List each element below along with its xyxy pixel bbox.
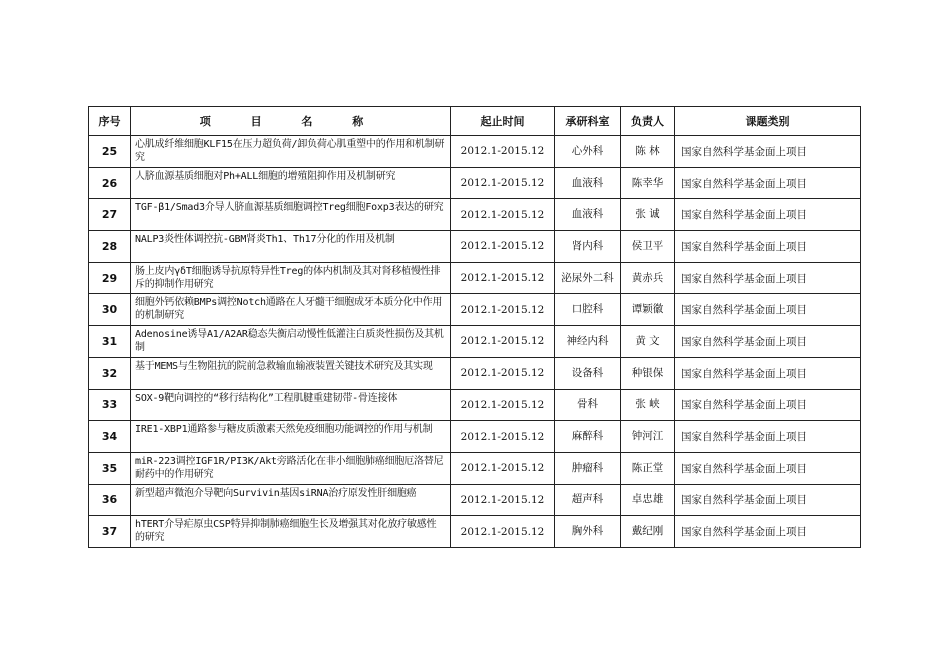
table-row	[89, 262, 861, 294]
principal-investigator: 张 峡	[621, 389, 675, 421]
table-row	[89, 136, 861, 168]
table-row	[89, 516, 861, 548]
project-period: 2012.1-2015.12	[451, 484, 555, 516]
project-title: 新型超声微泡介导靶向Survivin基因siRNA治疗原发性肝细胞癌	[131, 484, 451, 516]
header-title: 项 目 名 称	[131, 107, 451, 136]
project-category: 国家自然科学基金面上项目	[675, 516, 861, 548]
row-number: 31	[89, 326, 131, 358]
principal-investigator: 张 诚	[621, 199, 675, 231]
row-number: 30	[89, 294, 131, 326]
department: 泌尿外二科	[555, 262, 621, 294]
principal-investigator: 种银保	[621, 357, 675, 389]
table-row	[89, 421, 861, 453]
project-category: 国家自然科学基金面上项目	[675, 294, 861, 326]
project-title: 基于MEMS与生物阻抗的院前急救输血输液装置关键技术研究及其实现	[131, 357, 451, 389]
project-category: 国家自然科学基金面上项目	[675, 167, 861, 199]
project-title: IRE1-XBP1通路参与糖皮质激素天然免疫细胞功能调控的作用与机制	[131, 421, 451, 453]
table-header-row	[89, 107, 861, 136]
project-category: 国家自然科学基金面上项目	[675, 326, 861, 358]
row-number: 29	[89, 262, 131, 294]
table-row	[89, 231, 861, 263]
department: 骨科	[555, 389, 621, 421]
table-row	[89, 326, 861, 358]
project-period: 2012.1-2015.12	[451, 167, 555, 199]
principal-investigator: 钟河江	[621, 421, 675, 453]
principal-investigator: 卓忠雄	[621, 484, 675, 516]
project-period: 2012.1-2015.12	[451, 389, 555, 421]
project-period: 2012.1-2015.12	[451, 326, 555, 358]
row-number: 25	[89, 136, 131, 168]
row-number: 35	[89, 452, 131, 484]
department: 设备科	[555, 357, 621, 389]
project-period: 2012.1-2015.12	[451, 231, 555, 263]
row-number: 28	[89, 231, 131, 263]
department: 超声科	[555, 484, 621, 516]
principal-investigator: 陈正堂	[621, 452, 675, 484]
project-period: 2012.1-2015.12	[451, 294, 555, 326]
table-row	[89, 389, 861, 421]
department: 口腔科	[555, 294, 621, 326]
principal-investigator: 戴纪刚	[621, 516, 675, 548]
project-category: 国家自然科学基金面上项目	[675, 357, 861, 389]
row-number: 26	[89, 167, 131, 199]
row-number: 37	[89, 516, 131, 548]
table-row	[89, 167, 861, 199]
header-dept: 承研科室	[555, 107, 621, 136]
row-number: 32	[89, 357, 131, 389]
project-period: 2012.1-2015.12	[451, 262, 555, 294]
project-title: 心肌成纤维细胞KLF15在压力超负荷/卸负荷心肌重塑中的作用和机制研究	[131, 136, 451, 168]
department: 胸外科	[555, 516, 621, 548]
project-period: 2012.1-2015.12	[451, 516, 555, 548]
project-title: Adenosine诱导A1/A2AR稳态失衡启动慢性低灌注白质炎性损伤及其机制	[131, 326, 451, 358]
department: 肿瘤科	[555, 452, 621, 484]
project-title: 人脐血源基质细胞对Ph+ALL细胞的增殖阻抑作用及机制研究	[131, 167, 451, 199]
header-period: 起止时间	[451, 107, 555, 136]
row-number: 27	[89, 199, 131, 231]
row-number: 33	[89, 389, 131, 421]
principal-investigator: 黄赤兵	[621, 262, 675, 294]
department: 肾内科	[555, 231, 621, 263]
table-row	[89, 199, 861, 231]
header-type: 课题类别	[675, 107, 861, 136]
project-category: 国家自然科学基金面上项目	[675, 484, 861, 516]
project-category: 国家自然科学基金面上项目	[675, 231, 861, 263]
project-title: 细胞外钙依赖BMPs调控Notch通路在人牙髓干细胞成牙本质分化中作用的机制研究	[131, 294, 451, 326]
project-category: 国家自然科学基金面上项目	[675, 262, 861, 294]
project-title: TGF-β1/Smad3介导人脐血源基质细胞调控Treg细胞Foxp3表达的研究	[131, 199, 451, 231]
project-period: 2012.1-2015.12	[451, 199, 555, 231]
principal-investigator: 侯卫平	[621, 231, 675, 263]
department: 神经内科	[555, 326, 621, 358]
principal-investigator: 黄 文	[621, 326, 675, 358]
project-category: 国家自然科学基金面上项目	[675, 452, 861, 484]
project-title: NALP3炎性体调控抗-GBM肾炎Th1、Th17分化的作用及机制	[131, 231, 451, 263]
project-category: 国家自然科学基金面上项目	[675, 136, 861, 168]
project-period: 2012.1-2015.12	[451, 421, 555, 453]
project-category: 国家自然科学基金面上项目	[675, 389, 861, 421]
department: 血液科	[555, 167, 621, 199]
project-title: hTERT介导疟原虫CSP特异抑制肺癌细胞生长及增强其对化放疗敏感性的研究	[131, 516, 451, 548]
header-owner: 负责人	[621, 107, 675, 136]
project-period: 2012.1-2015.12	[451, 136, 555, 168]
principal-investigator: 陈幸华	[621, 167, 675, 199]
project-table	[88, 106, 861, 548]
project-title: 肠上皮内γδT细胞诱导抗原特异性Treg的体内机制及其对肾移植慢性排斥的抑制作用研究	[131, 262, 451, 294]
project-category: 国家自然科学基金面上项目	[675, 421, 861, 453]
project-title: SOX-9靶向调控的“移行结构化”工程肌腱重建韧带-骨连接体	[131, 389, 451, 421]
header-num: 序号	[89, 107, 131, 136]
department: 麻醉科	[555, 421, 621, 453]
department: 心外科	[555, 136, 621, 168]
table-row	[89, 452, 861, 484]
table-row	[89, 484, 861, 516]
table-row	[89, 357, 861, 389]
table-body	[89, 136, 861, 548]
principal-investigator: 谭颖徽	[621, 294, 675, 326]
project-period: 2012.1-2015.12	[451, 452, 555, 484]
principal-investigator: 陈 林	[621, 136, 675, 168]
project-title: miR-223调控IGF1R/PI3K/Akt旁路活化在非小细胞肺癌细胞厄洛替尼耐药中的作用研究	[131, 452, 451, 484]
table-row	[89, 294, 861, 326]
row-number: 34	[89, 421, 131, 453]
project-period: 2012.1-2015.12	[451, 357, 555, 389]
row-number: 36	[89, 484, 131, 516]
department: 血液科	[555, 199, 621, 231]
project-category: 国家自然科学基金面上项目	[675, 199, 861, 231]
